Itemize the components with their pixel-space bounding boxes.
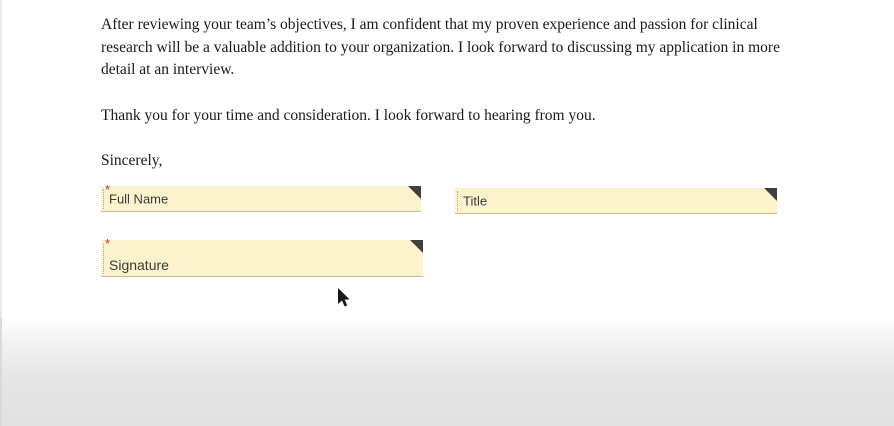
full-name-field[interactable] (101, 182, 421, 212)
paragraph-thank-you: Thank you for your time and consideration. I look forward to hearing from you. (101, 106, 596, 124)
required-asterisk-icon: * (105, 236, 111, 251)
page-background-area (0, 318, 894, 426)
paragraph-closing-statement: After reviewing your team’s objectives, I am confident that my proven experience and passion for clinical research will be a valuable addition to your organization. I look forward to discussing my application in more detail at an interview. (101, 16, 780, 78)
document-body (101, 14, 801, 173)
corner-marker-icon[interactable] (410, 240, 423, 253)
corner-marker-icon[interactable] (764, 188, 777, 201)
field-underline (455, 213, 777, 214)
signature-placeholder: Signature (109, 257, 169, 273)
paragraph-sincerely: Sincerely, (101, 152, 163, 169)
mouse-cursor-icon (338, 288, 352, 308)
corner-marker-icon[interactable] (408, 186, 421, 199)
title-field[interactable] (455, 188, 777, 214)
signature-field[interactable] (101, 236, 423, 277)
required-asterisk-icon: * (105, 182, 111, 197)
field-left-marker (457, 191, 459, 211)
background-left-strip (0, 318, 2, 426)
title-placeholder: Title (463, 193, 488, 209)
field-underline (101, 211, 421, 212)
field-underline (101, 276, 423, 277)
full-name-placeholder: Full Name (109, 191, 169, 207)
